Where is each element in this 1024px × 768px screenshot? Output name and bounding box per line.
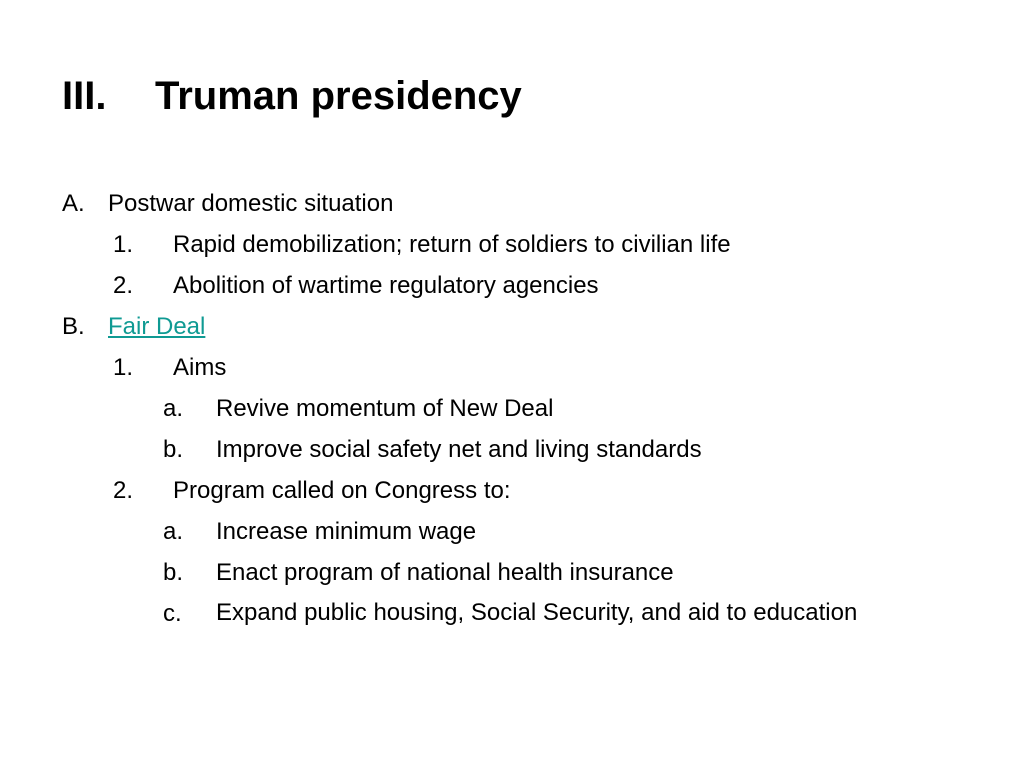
outline-marker: a. [163, 395, 184, 422]
outline-text: Revive momentum of New Deal [216, 395, 554, 422]
outline-marker: 2. [113, 477, 134, 504]
outline-text: Enact program of national health insurance [216, 559, 674, 586]
outline-item [0, 265, 1024, 306]
title-text: Truman presidency [155, 74, 522, 118]
outline-item [0, 306, 1024, 347]
outline-marker: 1. [113, 354, 134, 381]
outline-item [0, 224, 1024, 265]
outline-marker: a. [163, 518, 184, 545]
outline-marker: b. [163, 436, 184, 463]
outline-text: Postwar domestic situation [108, 190, 394, 217]
outline-text: Program called on Congress to: [173, 477, 511, 504]
outline-text: Expand public housing, Social Security, and aid to education [216, 599, 858, 626]
outline-item [0, 552, 1024, 593]
outline-text: Improve social safety net and living standards [216, 436, 702, 463]
outline-marker: c. [163, 600, 182, 627]
outline-text: Increase minimum wage [216, 518, 477, 545]
outline-item [0, 511, 1024, 552]
outline-item [0, 593, 1024, 663]
outline-marker: 2. [113, 272, 134, 299]
outline-text: Abolition of wartime regulatory agencies [173, 272, 599, 299]
slide-title [62, 70, 522, 122]
outline-item [0, 183, 1024, 224]
outline-text: Aims [173, 354, 227, 381]
outline-item [0, 470, 1024, 511]
outline-item [0, 347, 1024, 388]
outline-marker: b. [163, 559, 184, 586]
outline-list [0, 183, 1024, 663]
outline-marker: 1. [113, 231, 134, 258]
outline-marker: A. [62, 190, 85, 217]
fair-deal-link[interactable]: Fair Deal [108, 313, 206, 340]
outline-text: Rapid demobilization; return of soldiers to civilian life [173, 231, 731, 258]
outline-item [0, 388, 1024, 429]
outline-item [0, 429, 1024, 470]
title-number: III. [62, 74, 107, 118]
outline-marker: B. [62, 313, 85, 340]
